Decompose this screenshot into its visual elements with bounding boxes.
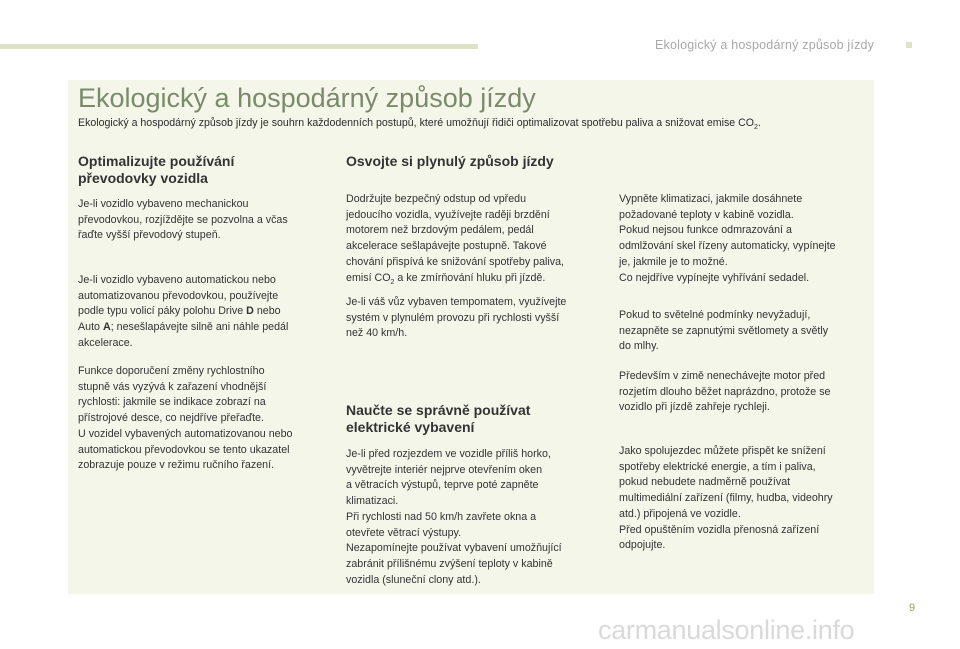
gearbox-manual-paragraph: Je-li vozidlo vybaveno mechanickou převodovkou, rozjíždějte se pozvolna a včas řaďte vyšší převodový stupeň. bbox=[78, 198, 288, 242]
watermark-text: carmanualsonline.info bbox=[598, 615, 855, 645]
smooth-driving-paragraph: Dodržujte bezpečný odstup od vpředu jedoucího vozidla, využívejte raději brzdění motorem než brzdovým pedálem, pedál akcelerace sešlapávejte postupně. Takové chování přispívá ke snižování spotřeby paliva, emisí $CO_2$ a ke zmírňování hluku při jízdě. bbox=[346, 193, 565, 286]
page-title: Ekologický a hospodárný způsob jízdy bbox=[78, 83, 536, 113]
winter-idling-paragraph: Především v zimě nenechávejte motor před rozjetím dlouho běžet naprázdno, protože se vozidlo při jízdě zahřeje rychleji. bbox=[619, 370, 831, 414]
passenger-devices-paragraph: Jako spolujezdec můžete přispět ke snížení spotřeby elektrické energie, a tím i paliva, pokud nebudete nadměrně používat multimediální zařízení (filmy, hudba, videohry atd.) připojená ve vozidle. Před opuštěním vozidla přenosná zařízení odpojujte. bbox=[619, 445, 833, 552]
intro-paragraph: Ekologický a hospodárný způsob jízdy je souhrn každodenních postupů, které umožňují řidiči optimalizovat spotřebu paliva a snižovat emise $CO_2$. bbox=[78, 117, 761, 132]
section-title-electrical-equipment: Naučte se správně používat elektrické vybavení bbox=[346, 402, 531, 435]
gearbox-automatic-paragraph: Je-li vozidlo vybaveno automatickou nebo automatizovanou převodovkou, používejte podle typu volicí páky polohu Drive D nebo Auto A; nesešlapávejte silně ani náhle pedál akcelerace. bbox=[78, 274, 289, 349]
section-title-gearbox: Optimalizujte používání převodovky vozidla bbox=[78, 153, 235, 186]
header-square-marker bbox=[906, 42, 912, 48]
section-title-smooth-driving: Osvojte si plynulý způsob jízdy bbox=[346, 153, 554, 169]
ventilation-paragraph: Je-li před rozjezdem ve vozidle příliš horko, vyvětrejte interiér nejprve otevřením oken a větracích výstupů, teprve poté zapněte klimatizaci. Při rychlosti nad 50 km/h zavřete okna a otevřete větrací výstupy. Nezapomínejte používat vybavení umožňující zabránit přílišnému zvýšení teploty v kabině vozidla (sluneční clony atd.). bbox=[346, 448, 562, 586]
running-header-title: Ekologický a hospodárný způsob jízdy bbox=[655, 38, 875, 52]
gear-shift-indicator-paragraph: Funkce doporučení změny rychlostního stupně vás vyzývá k zařazení vhodnější rychlosti: jakmile se indikace zobrazí na přístrojové desce, co nejdříve přeřaďte. U vozidel vybavených automatizovanou nebo automatickou převodovkou se tento ukazatel zobrazuje pouze v režimu ručního řazení. bbox=[78, 365, 293, 472]
header-accent-bar bbox=[0, 44, 478, 49]
page-number: 9 bbox=[909, 602, 916, 614]
air-conditioning-paragraph: Vypněte klimatizaci, jakmile dosáhnete požadované teploty v kabině vozidla. Pokud nejsou funkce odmrazování a odmlžování skel řízeny automaticky, vypínejte je, jakmile je to možné. Co nejdříve vypínejte vyhřívání sedadel. bbox=[619, 193, 836, 284]
lights-paragraph: Pokud to světelné podmínky nevyžadují, nezapněte se zapnutými světlomety a světly do mlhy. bbox=[619, 309, 829, 353]
cruise-control-paragraph: Je-li váš vůz vybaven tempomatem, využívejte systém v plynulém provozu při rychlosti vyšší než 40 km/h. bbox=[346, 296, 567, 340]
